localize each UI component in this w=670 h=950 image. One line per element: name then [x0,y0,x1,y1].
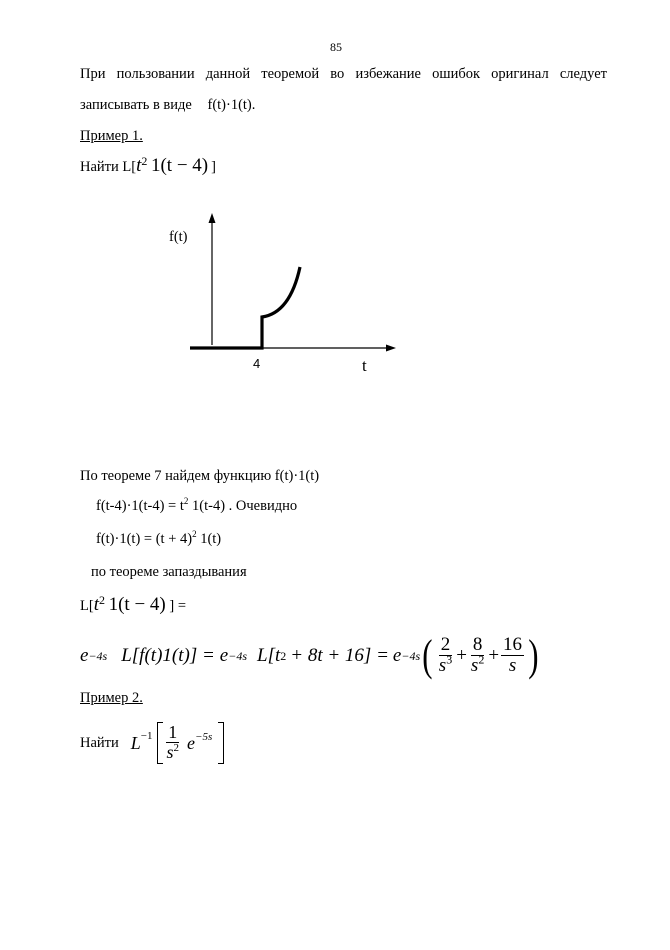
task-rest: 1(t − 4) [150,155,209,176]
eq-e-2: e [219,645,229,666]
fraction-3-numerator: 16 [503,634,523,656]
solution-line-2-exp: 2 [183,496,189,507]
y-axis-arrow [209,213,216,223]
solution-line-4: по теореме запаздывания [91,564,247,580]
fraction-3-denominator: s [508,655,517,677]
solution-line-2 [96,498,297,515]
eq-part-2-rest: + 8t + 16] = [290,645,389,666]
graph-y-label: f(t) [169,229,188,245]
graph-tick-label: 4 [253,356,261,371]
fraction-1-denominator: $s^3$ [438,652,453,677]
equation-lhs [80,594,186,616]
solution-line-3-exp: 2 [192,529,197,540]
eq-lhs-t: t [93,594,99,615]
eq-e-3: e [392,645,402,666]
example-2-task: Найти L −1 $\frac{1}{s^2}$ e −5s [80,717,224,769]
example-2-open-bracket [157,722,163,764]
eq-lhs-exp: 2 [98,593,105,608]
task-word: Найти [80,159,119,175]
fraction-2-over-s3 [437,635,454,677]
equation-main: e −4s L[f(t)1(t)] = e −4s L[t 2 + 8t + 16] = e −4s ( $\frac{2}{s^3}$ + $\frac{8}{s^2}$ + $\frac{16}{s}$ ) [80,631,539,680]
eq-part-2: L[t [257,645,281,666]
example-1-heading: Пример 1. [80,128,143,144]
task-t: t [136,155,142,176]
solution-line-3 [96,531,221,548]
fraction-2-denominator: $s^2$ [470,652,485,677]
intro-line-2 [80,97,255,114]
example-2-numerator: 1 [168,722,178,743]
step-function-graph [150,205,410,385]
example-2-close-bracket [218,722,224,764]
task-open: L[ [122,159,137,175]
example-2-denominator: $s^2$ [166,742,180,763]
solution-line-2-left: f(t-4)·1(t-4) = t [96,498,184,514]
solution-line-1: По теореме 7 найдем функцию f(t)·1(t) [80,468,320,484]
example-2-fraction [165,723,182,763]
example-2-e: e [187,732,196,753]
fraction-16-over-s [501,635,524,677]
eq-part-1: L[f(t)1(t)] = [121,645,215,666]
solution-line-3-right: 1(t) [200,531,222,547]
eq-lhs-rest: 1(t − 4) [108,594,166,615]
example-1-task [80,155,216,177]
example-2-heading: Пример 2. [80,690,143,706]
fraction-8-over-s2 [469,635,486,677]
plus-sign-1: + [456,645,467,666]
fraction-2-numerator: 8 [472,634,483,656]
fraction-1-numerator: 2 [440,634,451,656]
solution-line-3-left: f(t)·1(t) = (t + 4) [96,531,193,547]
solution-line-2-right: 1(t-4) . Очевидно [192,498,298,514]
task-close: ] [211,159,216,175]
eq-open-paren: ( [422,631,433,680]
task-exp: 2 [141,154,148,169]
eq-close-paren: ) [528,631,539,680]
example-2-task-word: Найти [80,734,119,751]
function-curve [190,267,300,348]
x-axis-arrow [386,345,396,352]
intro-line-2-text: записывать в виде [80,97,192,113]
eq-lhs-open: L[ [80,598,94,614]
plus-sign-2: + [488,645,500,666]
intro-line-1: При пользовании данной теоремой во избежание ошибок оригинал следует [80,66,607,82]
graph-x-label: t [362,356,367,375]
page-number: 85 [330,40,342,54]
intro-line-2-formula: f(t)·1(t). [207,97,256,113]
eq-e-1: e [80,645,89,666]
eq-lhs-close: ] = [169,598,187,614]
example-2-L: L [130,732,141,753]
